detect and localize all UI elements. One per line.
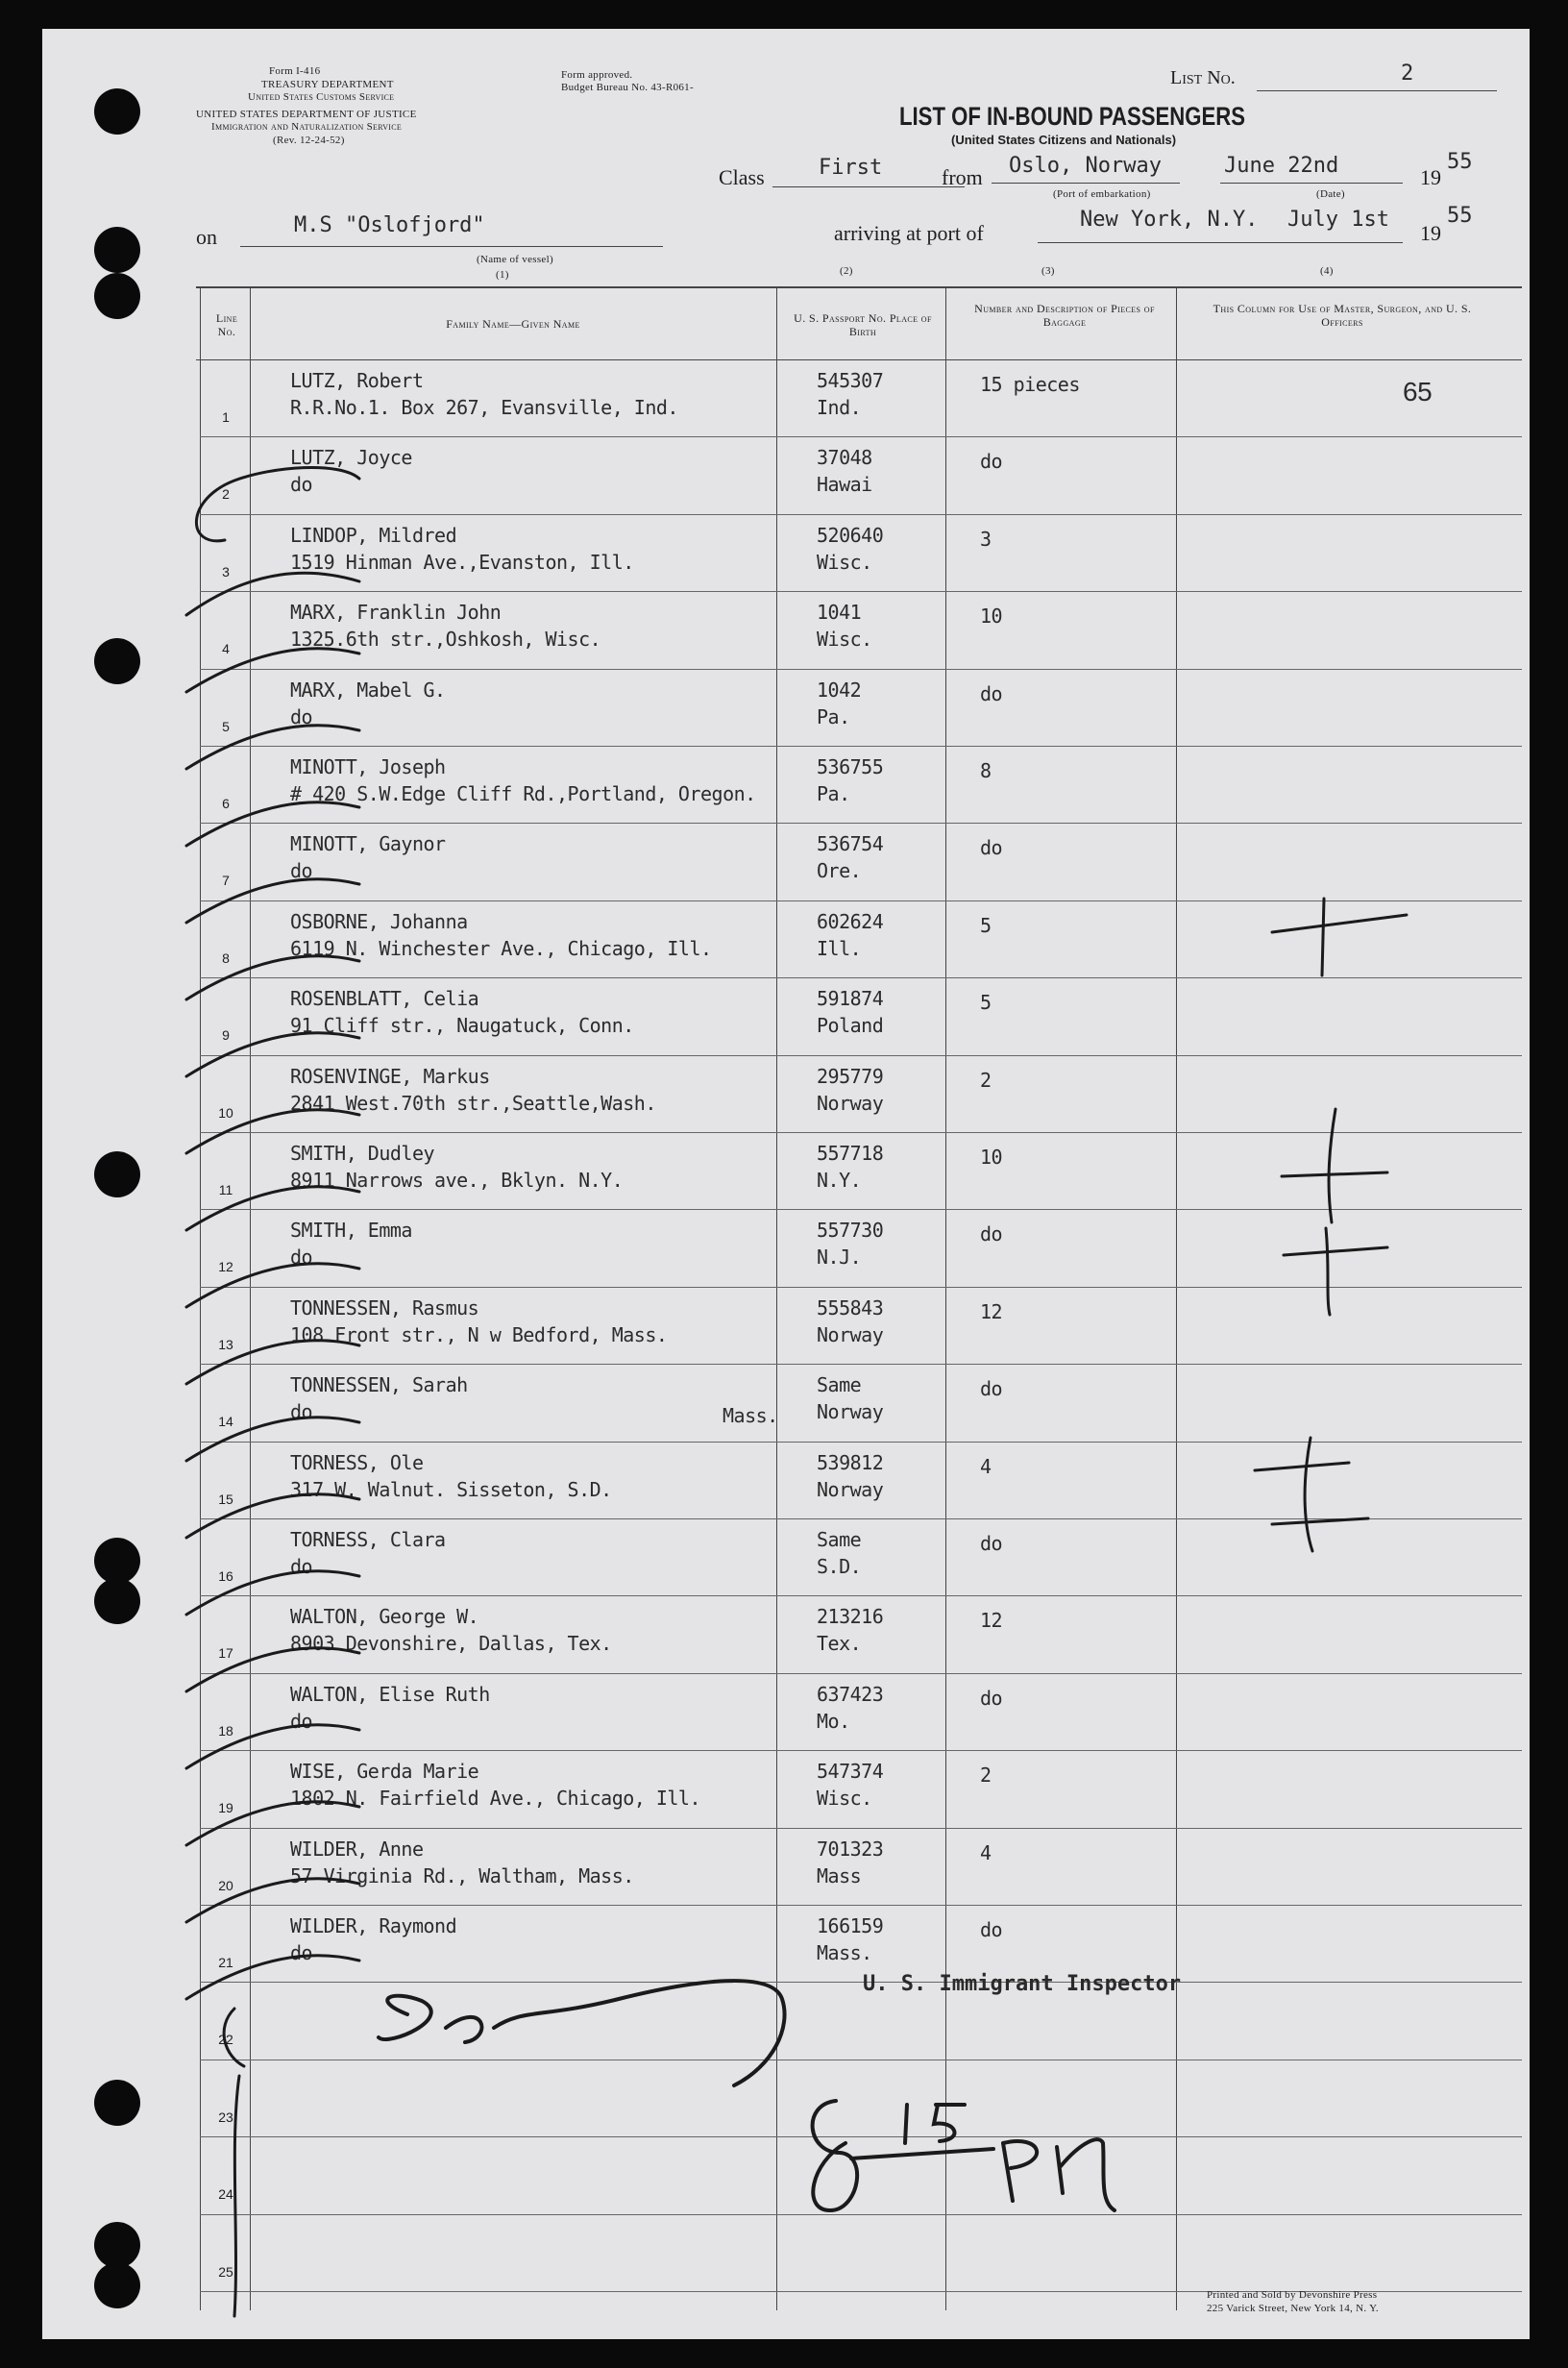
arrival-port: New York, N.Y. (1080, 208, 1259, 232)
list-no-label: List No. (1170, 67, 1236, 88)
arrival-year-prefix: 19 (1420, 221, 1441, 245)
port-embarkation-caption: (Port of embarkation) (1053, 188, 1151, 200)
place-of-birth: N.J. (817, 1246, 862, 1270)
arrival-year: 55 (1447, 204, 1473, 228)
check-mark-19 (186, 1879, 359, 1922)
form-approved: Form approved. (561, 69, 633, 81)
passport-number: 547374 (817, 1760, 884, 1784)
passport-number: 591874 (817, 987, 884, 1011)
line-number: 21 (218, 1955, 233, 1970)
treasury-department: TREASURY DEPARTMENT (261, 79, 394, 90)
line-number: 15 (218, 1491, 233, 1507)
passenger-name: MINOTT, Gaynor (290, 832, 446, 856)
passenger-address: 1519 Hinman Ave.,Evanston, Ill. (290, 550, 634, 574)
check-mark-9 (186, 1110, 359, 1153)
justice-department: UNITED STATES DEPARTMENT OF JUSTICE (196, 109, 417, 120)
baggage-count: 12 (980, 1299, 1003, 1323)
passport-number: 1041 (817, 601, 862, 625)
col-header-baggage: Number and Description of Pieces of Baggage (974, 302, 1155, 329)
check-mark-4 (186, 726, 359, 769)
baggage-count: 10 (980, 1146, 1003, 1169)
passenger-name: TONNESSEN, Rasmus (290, 1295, 479, 1320)
line-number: 25 (218, 2263, 233, 2280)
check-mark-14 (186, 1491, 359, 1538)
binder-hole-9 (94, 2222, 140, 2268)
passenger-name: SMITH, Emma (290, 1219, 412, 1243)
place-of-birth: Norway (817, 1400, 884, 1424)
passenger-address: do (290, 1941, 313, 1964)
check-mark-5 (186, 802, 359, 846)
time-fifteen (905, 2105, 965, 2143)
line-number: 20 (218, 1877, 233, 1893)
passenger-address: 317 W. Walnut. Sisseton, S.D. (290, 1477, 612, 1501)
baggage-count: do (980, 681, 1003, 705)
time-pm (1003, 2139, 1115, 2210)
baggage-count: 3 (980, 527, 992, 551)
line-number: 17 (218, 1645, 233, 1662)
passport-number: 295779 (817, 1064, 884, 1088)
tally-cross-11 (1282, 1109, 1387, 1222)
page-subtitle: (United States Citizens and Nationals) (951, 133, 1177, 147)
passport-number: Same (817, 1528, 862, 1551)
tally-cross-8 (1272, 899, 1407, 975)
passenger-address: 6119 N. Winchester Ave., Chicago, Ill. (290, 936, 712, 960)
check-mark-8 (186, 1033, 359, 1076)
baggage-count: do (980, 836, 1003, 860)
passenger-address: # 420 S.W.Edge Cliff Rd.,Portland, Oregon. (290, 782, 756, 805)
bracket-mark (224, 2009, 244, 2316)
baggage-count: 5 (980, 913, 992, 937)
line-number: 1 (222, 409, 230, 425)
departure-year-prefix: 19 (1420, 165, 1441, 189)
check-mark-17 (186, 1722, 359, 1768)
baggage-count: do (980, 1918, 1003, 1941)
line-number: 4 (222, 641, 230, 657)
check-mark-3 (186, 649, 359, 692)
passenger-name: SMITH, Dudley (290, 1142, 435, 1165)
check-mark-18 (186, 1802, 359, 1845)
binder-hole-2 (94, 227, 140, 273)
passport-number: 166159 (817, 1914, 884, 1937)
place-of-birth: Norway (817, 1477, 884, 1501)
passenger-address: do (290, 1246, 313, 1270)
departure-date: June 22nd (1224, 154, 1339, 178)
line-number: 11 (218, 1182, 233, 1197)
passenger-name: WALTON, Elise Ruth (290, 1682, 490, 1706)
passport-number: 557730 (817, 1219, 884, 1243)
passport-number: 545307 (817, 369, 884, 392)
line-number: 16 (218, 1568, 233, 1584)
passenger-address: 8903 Devonshire, Dallas, Tex. (290, 1632, 612, 1656)
baggage-count: 12 (980, 1609, 1003, 1633)
place-of-birth: Mass. (817, 1941, 872, 1964)
time-dash (851, 2149, 993, 2158)
passenger-address: do (290, 473, 313, 497)
passenger-address: 1325.6th str.,Oshkosh, Wisc. (290, 628, 601, 652)
check-mark-7 (186, 956, 359, 999)
col-header-passport: U. S. Passport No. Place of Birth (794, 311, 932, 338)
passenger-name: WALTON, George W. (290, 1605, 479, 1629)
passenger-address: do (290, 859, 313, 883)
budget-bureau: Budget Bureau No. 43-R061- (561, 82, 694, 93)
passenger-name: TORNESS, Ole (290, 1450, 424, 1474)
check-mark-20 (186, 1956, 359, 1999)
passenger-name: WILDER, Raymond (290, 1914, 457, 1937)
col-num-2: (2) (840, 265, 853, 277)
binder-hole-5 (94, 1151, 140, 1197)
col-header-officers: This Column for Use of Master, Surgeon, and U. S. Officers (1213, 302, 1472, 329)
passenger-address: 8911 Narrows ave., Bklyn. N.Y. (290, 1169, 624, 1192)
line-number: 8 (222, 950, 230, 966)
passenger-address: 2841 West.70th str.,Seattle,Wash. (290, 1091, 656, 1115)
binder-hole-4 (94, 638, 140, 684)
col-header-name: Family Name—Given Name (446, 317, 580, 331)
place-of-birth: Ind. (817, 396, 862, 419)
tally-cross-15 (1255, 1438, 1368, 1551)
officer-note: 65 (1403, 377, 1433, 407)
on-label: on (196, 225, 217, 249)
binder-hole-6 (94, 1538, 140, 1584)
binder-hole-10 (94, 2262, 140, 2308)
check-mark-2 (186, 573, 359, 615)
form-number: Form I-416 (269, 65, 321, 77)
passport-number: 557718 (817, 1142, 884, 1165)
passenger-name: ROSENVINGE, Markus (290, 1064, 490, 1088)
place-of-birth: Poland (817, 1014, 884, 1038)
passenger-name: TONNESSEN, Sarah (290, 1373, 468, 1397)
line-number: 18 (218, 1722, 233, 1739)
line-number: 9 (222, 1027, 230, 1044)
check-mark-10 (186, 1187, 359, 1230)
passenger-name: WILDER, Anne (290, 1837, 424, 1861)
passenger-name: OSBORNE, Johanna (290, 909, 468, 933)
binder-hole-1 (94, 88, 140, 135)
place-of-birth: Pa. (817, 704, 850, 728)
class-label: Class (719, 165, 765, 189)
col-num-1: (1) (496, 269, 509, 281)
date-caption: (Date) (1316, 188, 1345, 200)
passenger-address: do (290, 1400, 313, 1424)
baggage-count: 2 (980, 1068, 992, 1092)
check-mark-12 (186, 1341, 359, 1384)
place-of-birth: Ill. (817, 936, 862, 960)
printer-line-1: Printed and Sold by Devonshire Press (1207, 2289, 1378, 2301)
check-mark-6 (186, 879, 359, 923)
passenger-name: WISE, Gerda Marie (290, 1760, 479, 1784)
baggage-count: 2 (980, 1764, 992, 1788)
time-eight (813, 2101, 857, 2210)
line-number: 10 (218, 1104, 233, 1121)
line-number: 22 (218, 2032, 233, 2048)
baggage-count: do (980, 1686, 1003, 1710)
from-label: from (942, 165, 983, 189)
inspector-signature (379, 1981, 785, 2085)
passport-number: 539812 (817, 1450, 884, 1474)
binder-hole-7 (94, 1578, 140, 1624)
baggage-count: do (980, 1532, 1003, 1555)
place-of-birth: Mass (817, 1863, 862, 1887)
list-no-value: 2 (1401, 62, 1414, 86)
binder-hole-8 (94, 2080, 140, 2126)
place-of-birth: Norway (817, 1091, 884, 1115)
line-number: 14 (218, 1414, 233, 1430)
vessel-name: M.S "Oslofjord" (294, 213, 485, 237)
port-of-embarkation: Oslo, Norway (1009, 154, 1162, 178)
check-mark-1 (196, 467, 359, 540)
passport-number: 536755 (817, 755, 884, 778)
place-of-birth: S.D. (817, 1555, 862, 1578)
passenger-address: do (290, 1709, 313, 1733)
baggage-count: 10 (980, 604, 1003, 629)
baggage-count: 15 pieces (980, 373, 1080, 396)
check-mark-16 (186, 1648, 359, 1691)
check-mark-13 (186, 1418, 359, 1461)
passenger-name: LUTZ, Joyce (290, 446, 412, 470)
baggage-count: do (980, 1222, 1003, 1246)
passenger-address: 57 Virginia Rd., Waltham, Mass. (290, 1863, 634, 1887)
baggage-count: 5 (980, 991, 992, 1015)
passenger-address: 108 Front str., N w Bedford, Mass. (290, 1322, 668, 1346)
check-mark-11 (186, 1264, 359, 1307)
binder-hole-3 (94, 273, 140, 319)
line-number: 7 (222, 873, 230, 889)
handwritten-marks (42, 29, 1530, 2339)
place-of-birth: Ore. (817, 859, 862, 883)
line-number: 5 (222, 718, 230, 734)
passenger-name: MARX, Mabel G. (290, 678, 446, 702)
place-of-birth: Wisc. (817, 1787, 872, 1811)
passport-number: 213216 (817, 1605, 884, 1629)
check-mark-15 (186, 1571, 359, 1615)
line-number: 23 (218, 2109, 233, 2125)
passport-number: 637423 (817, 1682, 884, 1706)
baggage-count: 8 (980, 759, 992, 782)
place-of-birth: Wisc. (817, 550, 872, 574)
baggage-count: 4 (980, 1454, 992, 1478)
passenger-name: MARX, Franklin John (290, 601, 502, 625)
col-num-3: (3) (1041, 265, 1055, 277)
col-header-line-no: Line No. (215, 311, 238, 338)
manifest-sheet (42, 29, 1530, 2339)
passenger-address: R.R.No.1. Box 267, Evansville, Ind. (290, 396, 678, 419)
passport-number: Same (817, 1373, 862, 1397)
passport-number: 602624 (817, 909, 884, 933)
address-note: Mass. (723, 1404, 778, 1428)
passport-number: 1042 (817, 678, 862, 702)
passenger-address: 91 Cliff str., Naugatuck, Conn. (290, 1014, 634, 1038)
passport-number: 37048 (817, 446, 872, 470)
passenger-address: 1802 N. Fairfield Ave., Chicago, Ill. (290, 1787, 701, 1811)
ins-service: Immigration and Naturalization Service (211, 121, 403, 133)
line-number: 12 (218, 1259, 233, 1275)
line-number: 19 (218, 1800, 233, 1816)
passenger-name: ROSENBLATT, Celia (290, 987, 479, 1011)
passenger-name: MINOTT, Joseph (290, 755, 446, 778)
line-number: 13 (218, 1336, 233, 1352)
passenger-name: LUTZ, Robert (290, 369, 424, 392)
line-number: 2 (222, 486, 230, 503)
col-num-4: (4) (1320, 265, 1334, 277)
inspector-stamp: U. S. Immigrant Inspector (863, 1972, 1182, 1996)
passport-number: 536754 (817, 832, 884, 856)
form-revision: (Rev. 12-24-52) (273, 135, 345, 146)
passenger-name: TORNESS, Clara (290, 1528, 446, 1551)
printer-line-2: 225 Varick Street, New York 14, N. Y. (1207, 2303, 1379, 2314)
baggage-count: 4 (980, 1840, 992, 1864)
place-of-birth: Norway (817, 1322, 884, 1346)
vessel-caption: (Name of vessel) (477, 254, 553, 265)
tally-cross-12 (1284, 1228, 1387, 1315)
baggage-count: do (980, 450, 1003, 474)
arrival-date: July 1st (1287, 208, 1389, 232)
place-of-birth: Mo. (817, 1709, 850, 1733)
passenger-address: do (290, 1555, 313, 1578)
page-title: LIST OF IN-BOUND PASSENGERS (899, 102, 1246, 131)
place-of-birth: N.Y. (817, 1169, 862, 1192)
place-of-birth: Hawai (817, 473, 872, 497)
departure-year: 55 (1447, 150, 1473, 174)
class-value: First (819, 156, 883, 180)
line-number: 3 (222, 563, 230, 580)
baggage-count: do (980, 1377, 1003, 1401)
arriving-label: arriving at port of (834, 221, 984, 245)
passenger-name: LINDOP, Mildred (290, 523, 457, 547)
customs-service: United States Customs Service (248, 91, 395, 103)
line-number: 6 (222, 796, 230, 811)
place-of-birth: Pa. (817, 782, 850, 805)
passport-number: 701323 (817, 1837, 884, 1861)
line-number: 24 (218, 2186, 233, 2203)
passport-number: 520640 (817, 523, 884, 547)
place-of-birth: Wisc. (817, 628, 872, 652)
passenger-address: do (290, 704, 313, 728)
passport-number: 555843 (817, 1295, 884, 1320)
place-of-birth: Tex. (817, 1632, 862, 1656)
